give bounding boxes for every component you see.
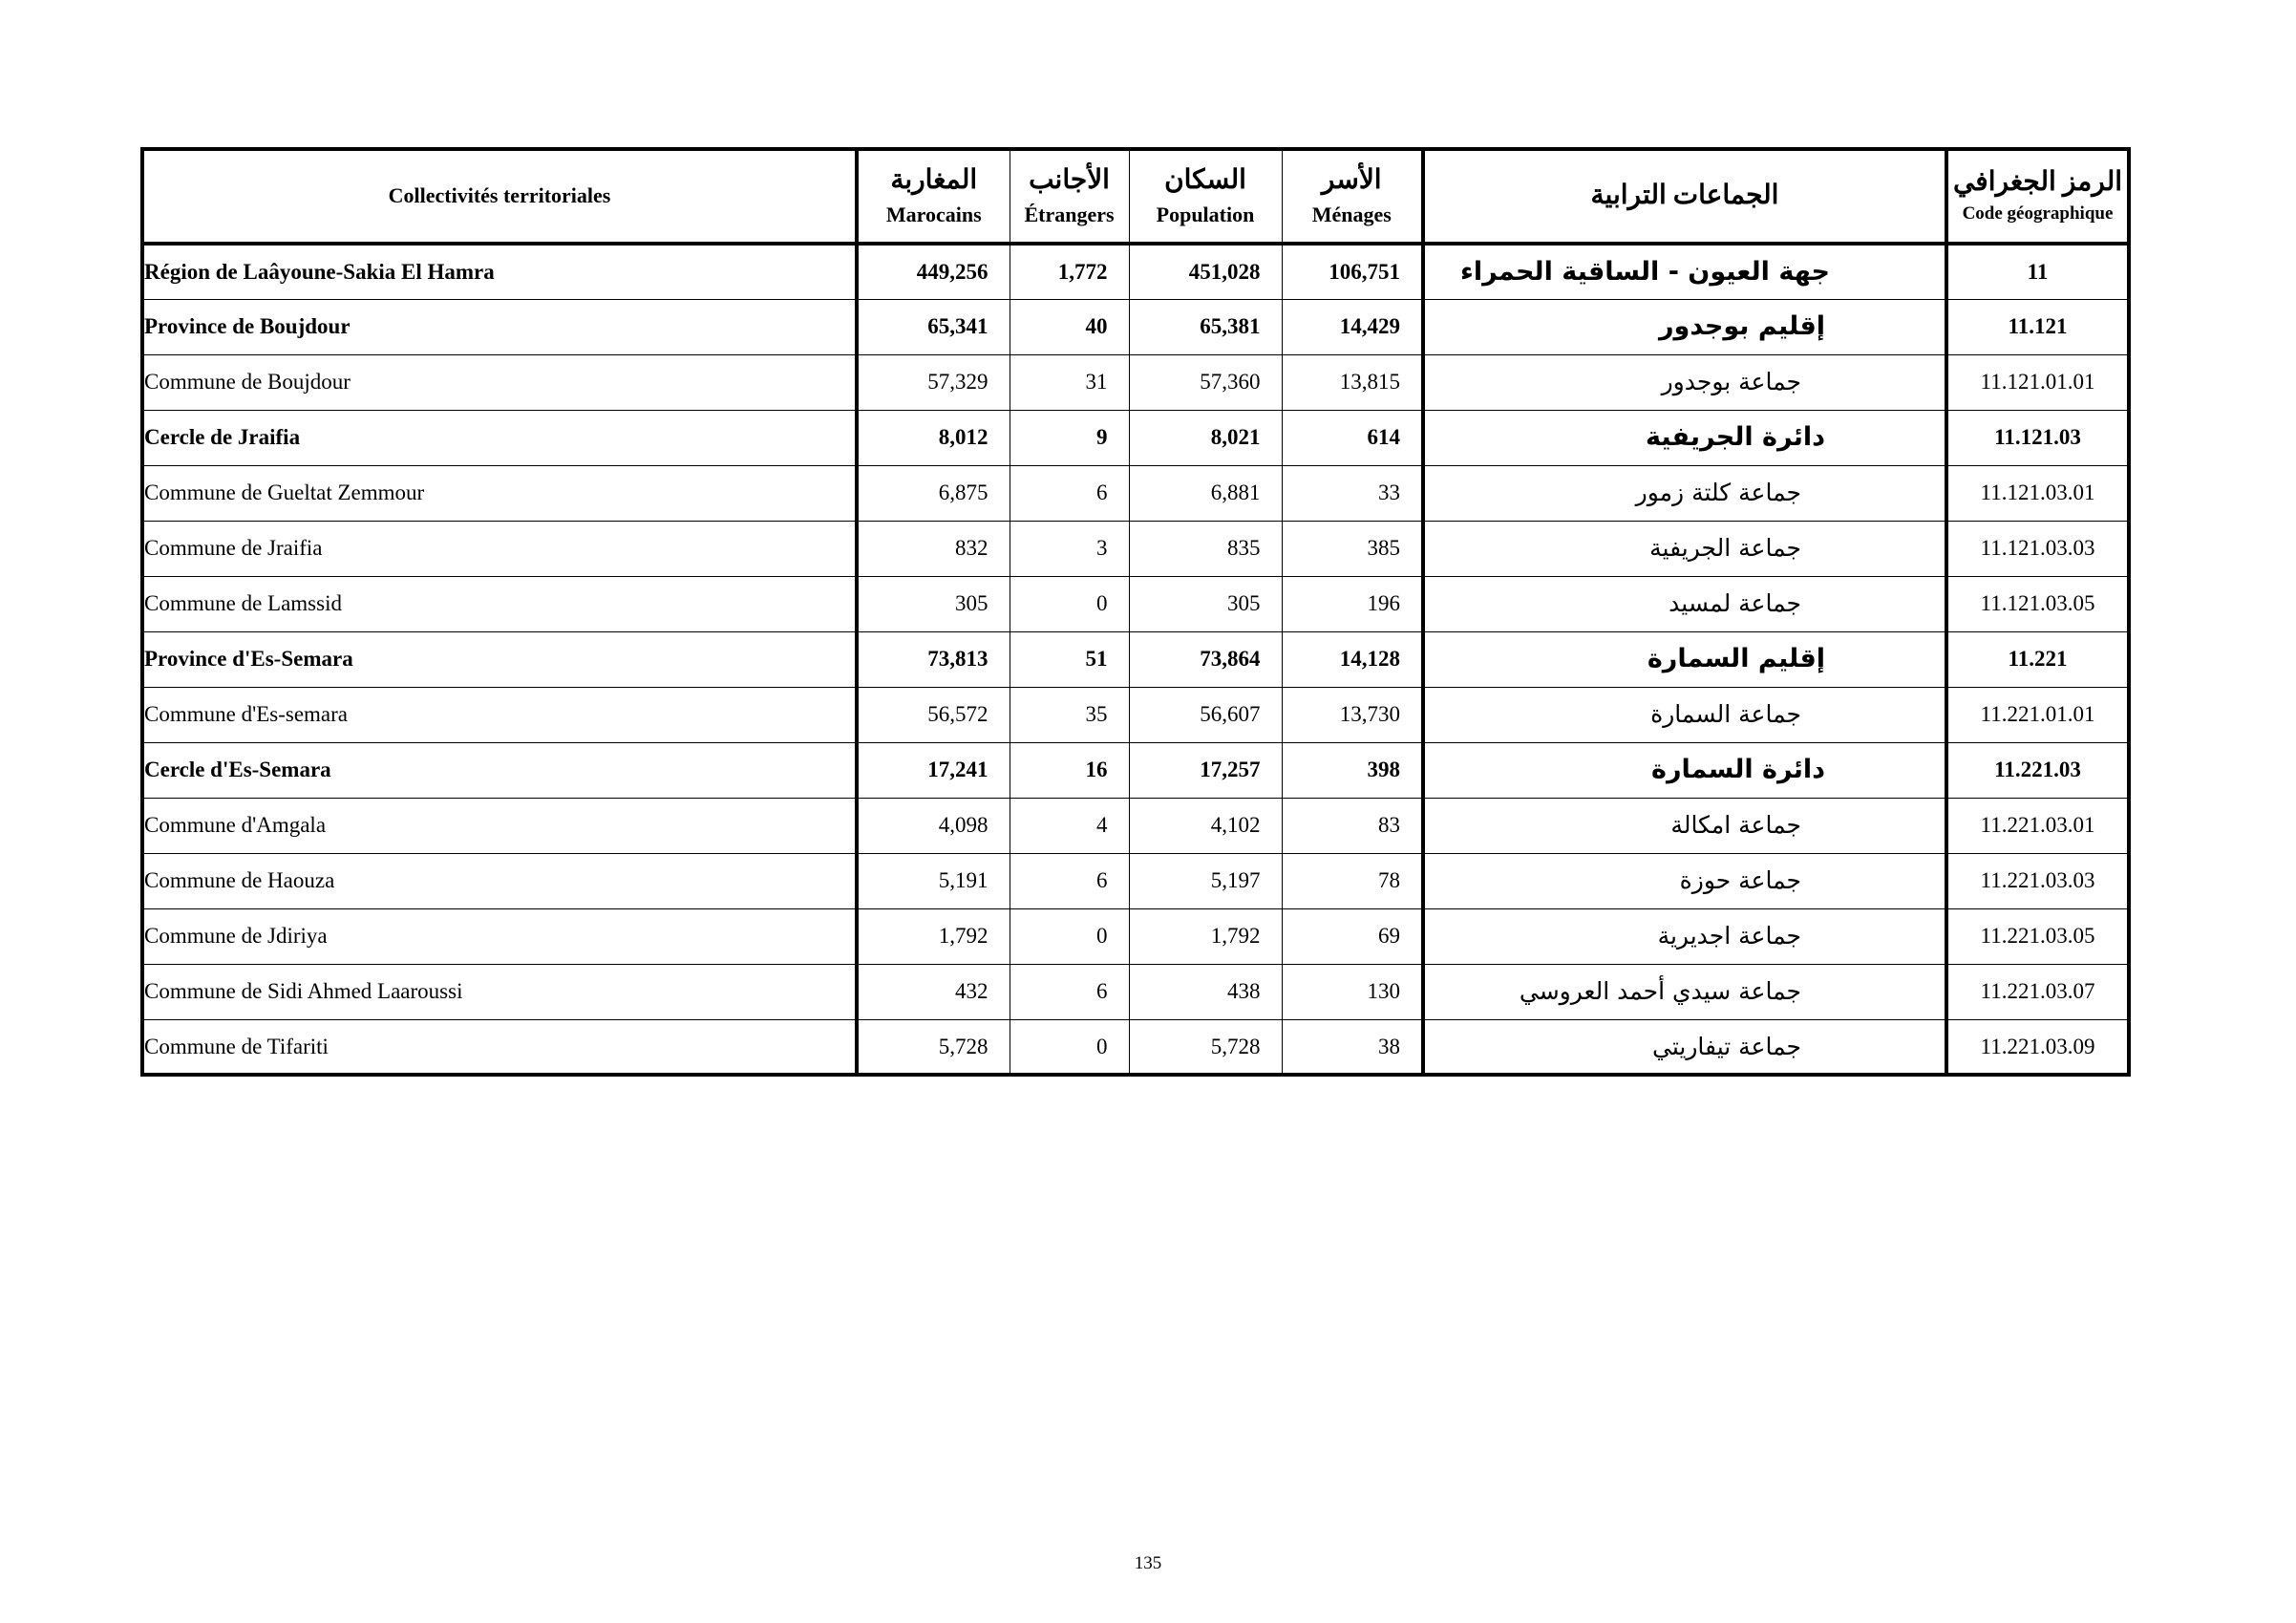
marocains-value: 8,012: [857, 410, 1010, 465]
territory-name-ar: جماعة الجريفية: [1423, 521, 1946, 576]
population-value: 8,021: [1129, 410, 1282, 465]
geographic-code: 11.221: [1946, 631, 2129, 687]
territory-name-fr: Commune de Jraifia: [142, 521, 857, 576]
population-value: 451,028: [1129, 244, 1282, 299]
table-row: [142, 299, 2129, 354]
menages-value: 14,128: [1282, 631, 1423, 687]
marocains-value: 17,241: [857, 742, 1010, 798]
marocains-value: 449,256: [857, 244, 1010, 299]
table-row: [142, 964, 2129, 1019]
header-etrangers: [1010, 149, 1129, 244]
territory-name-fr: Commune d'Es-semara: [142, 687, 857, 742]
table-row: [142, 1019, 2129, 1075]
table-row: [142, 354, 2129, 410]
population-value: 65,381: [1129, 299, 1282, 354]
menages-value: 196: [1282, 576, 1423, 631]
territory-name-ar: دائرة الجريفية: [1423, 410, 1946, 465]
etrangers-value: 31: [1010, 354, 1129, 410]
menages-value: 13,730: [1282, 687, 1423, 742]
etrangers-value: 0: [1010, 908, 1129, 964]
etrangers-value: 6: [1010, 964, 1129, 1019]
etrangers-value: 3: [1010, 521, 1129, 576]
menages-value: 83: [1282, 798, 1423, 853]
population-value: 835: [1129, 521, 1282, 576]
table-row: [142, 908, 2129, 964]
header-territorial-ar: الجماعات الترابية: [1423, 149, 1946, 244]
territory-name-ar: جماعة امكالة: [1423, 798, 1946, 853]
marocains-value: 56,572: [857, 687, 1010, 742]
marocains-value: 1,792: [857, 908, 1010, 964]
etrangers-value: 51: [1010, 631, 1129, 687]
population-value: 1,792: [1129, 908, 1282, 964]
menages-value: 398: [1282, 742, 1423, 798]
territory-name-fr: Cercle de Jraifia: [142, 410, 857, 465]
geographic-code: 11.221.03.07: [1946, 964, 2129, 1019]
territory-name-fr: Province d'Es-Semara: [142, 631, 857, 687]
territory-name-fr: Commune de Gueltat Zemmour: [142, 465, 857, 521]
header-population: [1129, 149, 1282, 244]
territory-name-fr: Cercle d'Es-Semara: [142, 742, 857, 798]
geographic-code: 11.221.03.01: [1946, 798, 2129, 853]
header-etrangers-ar: الأجانب: [1029, 165, 1110, 195]
header-population-ar: السكان: [1164, 165, 1246, 195]
population-value: 17,257: [1129, 742, 1282, 798]
population-value: 57,360: [1129, 354, 1282, 410]
table-row: [142, 465, 2129, 521]
header-etrangers-fr: Étrangers: [1024, 202, 1115, 226]
etrangers-value: 0: [1010, 1019, 1129, 1075]
population-value: 56,607: [1129, 687, 1282, 742]
territory-name-ar: جماعة سيدي أحمد العروسي: [1423, 964, 1946, 1019]
marocains-value: 832: [857, 521, 1010, 576]
territory-name-ar: جماعة السمارة: [1423, 687, 1946, 742]
marocains-value: 5,191: [857, 853, 1010, 908]
header-code-fr: Code géographique: [1962, 203, 2114, 224]
territory-name-ar: جماعة لمسيد: [1423, 576, 1946, 631]
population-value: 438: [1129, 964, 1282, 1019]
census-table: [140, 147, 2131, 1077]
marocains-value: 6,875: [857, 465, 1010, 521]
marocains-value: 57,329: [857, 354, 1010, 410]
header-menages-fr: Ménages: [1311, 202, 1392, 226]
marocains-value: 5,728: [857, 1019, 1010, 1075]
geographic-code: 11.121.03.03: [1946, 521, 2129, 576]
territory-name-ar: إقليم السمارة: [1423, 631, 1946, 687]
menages-value: 14,429: [1282, 299, 1423, 354]
header-menages-ar: الأسر: [1321, 165, 1382, 195]
geographic-code: 11.221.03.03: [1946, 853, 2129, 908]
header-code-ar: الرمز الجغرافي: [1952, 166, 2123, 197]
geographic-code: 11.221.03.05: [1946, 908, 2129, 964]
table-body: [142, 244, 2129, 1075]
header-population-fr: Population: [1156, 202, 1255, 226]
territory-name-fr: Commune de Jdiriya: [142, 908, 857, 964]
menages-value: 33: [1282, 465, 1423, 521]
table-row: [142, 244, 2129, 299]
header-code: [1946, 149, 2129, 244]
table-row: [142, 576, 2129, 631]
table-row: [142, 521, 2129, 576]
territory-name-fr: Commune de Tifariti: [142, 1019, 857, 1075]
geographic-code: 11.221.01.01: [1946, 687, 2129, 742]
territory-name-ar: إقليم بوجدور: [1423, 299, 1946, 354]
menages-value: 385: [1282, 521, 1423, 576]
territory-name-fr: Commune d'Amgala: [142, 798, 857, 853]
marocains-value: 4,098: [857, 798, 1010, 853]
header-marocains-ar: المغاربة: [890, 165, 978, 195]
page-number: 135: [1134, 1553, 1162, 1573]
header-menages: [1282, 149, 1423, 244]
population-value: 4,102: [1129, 798, 1282, 853]
menages-value: 106,751: [1282, 244, 1423, 299]
territory-name-fr: Commune de Lamssid: [142, 576, 857, 631]
population-value: 6,881: [1129, 465, 1282, 521]
territory-name-fr: Commune de Haouza: [142, 853, 857, 908]
menages-value: 78: [1282, 853, 1423, 908]
territory-name-fr: Province de Boujdour: [142, 299, 857, 354]
territory-name-fr: Commune de Sidi Ahmed Laaroussi: [142, 964, 857, 1019]
marocains-value: 305: [857, 576, 1010, 631]
menages-value: 69: [1282, 908, 1423, 964]
geographic-code: 11.121.01.01: [1946, 354, 2129, 410]
population-value: 305: [1129, 576, 1282, 631]
table-row: [142, 798, 2129, 853]
marocains-value: 73,813: [857, 631, 1010, 687]
etrangers-value: 6: [1010, 465, 1129, 521]
etrangers-value: 1,772: [1010, 244, 1129, 299]
territory-name-ar: جماعة حوزة: [1423, 853, 1946, 908]
etrangers-value: 4: [1010, 798, 1129, 853]
etrangers-value: 9: [1010, 410, 1129, 465]
territory-name-ar: جماعة بوجدور: [1423, 354, 1946, 410]
territory-name-ar: دائرة السمارة: [1423, 742, 1946, 798]
territory-name-ar: جماعة كلتة زمور: [1423, 465, 1946, 521]
population-value: 5,197: [1129, 853, 1282, 908]
header-marocains-fr: Marocains: [885, 202, 982, 226]
geographic-code: 11.221.03: [1946, 742, 2129, 798]
population-value: 5,728: [1129, 1019, 1282, 1075]
territory-name-ar: جماعة تيفاريتي: [1423, 1019, 1946, 1075]
geographic-code: 11.121.03.01: [1946, 465, 2129, 521]
menages-value: 13,815: [1282, 354, 1423, 410]
geographic-code: 11.121.03.05: [1946, 576, 2129, 631]
table-row: [142, 687, 2129, 742]
menages-value: 130: [1282, 964, 1423, 1019]
table-row: [142, 853, 2129, 908]
header-territorial-fr: Collectivités territoriales: [142, 149, 857, 244]
etrangers-value: 16: [1010, 742, 1129, 798]
etrangers-value: 40: [1010, 299, 1129, 354]
menages-value: 38: [1282, 1019, 1423, 1075]
population-value: 73,864: [1129, 631, 1282, 687]
header-marocains: [857, 149, 1010, 244]
marocains-value: 65,341: [857, 299, 1010, 354]
geographic-code: 11: [1946, 244, 2129, 299]
territory-name-fr: Commune de Boujdour: [142, 354, 857, 410]
territory-name-ar: جهة العيون - الساقية الحمراء: [1423, 244, 1946, 299]
etrangers-value: 6: [1010, 853, 1129, 908]
territory-name-fr: Région de Laâyoune-Sakia El Hamra: [142, 244, 857, 299]
table-row: [142, 742, 2129, 798]
geographic-code: 11.221.03.09: [1946, 1019, 2129, 1075]
geographic-code: 11.121: [1946, 299, 2129, 354]
table-row: [142, 631, 2129, 687]
table-row: [142, 410, 2129, 465]
geographic-code: 11.121.03: [1946, 410, 2129, 465]
marocains-value: 432: [857, 964, 1010, 1019]
etrangers-value: 35: [1010, 687, 1129, 742]
header-row: [142, 149, 2129, 244]
etrangers-value: 0: [1010, 576, 1129, 631]
menages-value: 614: [1282, 410, 1423, 465]
territory-name-ar: جماعة اجديرية: [1423, 908, 1946, 964]
